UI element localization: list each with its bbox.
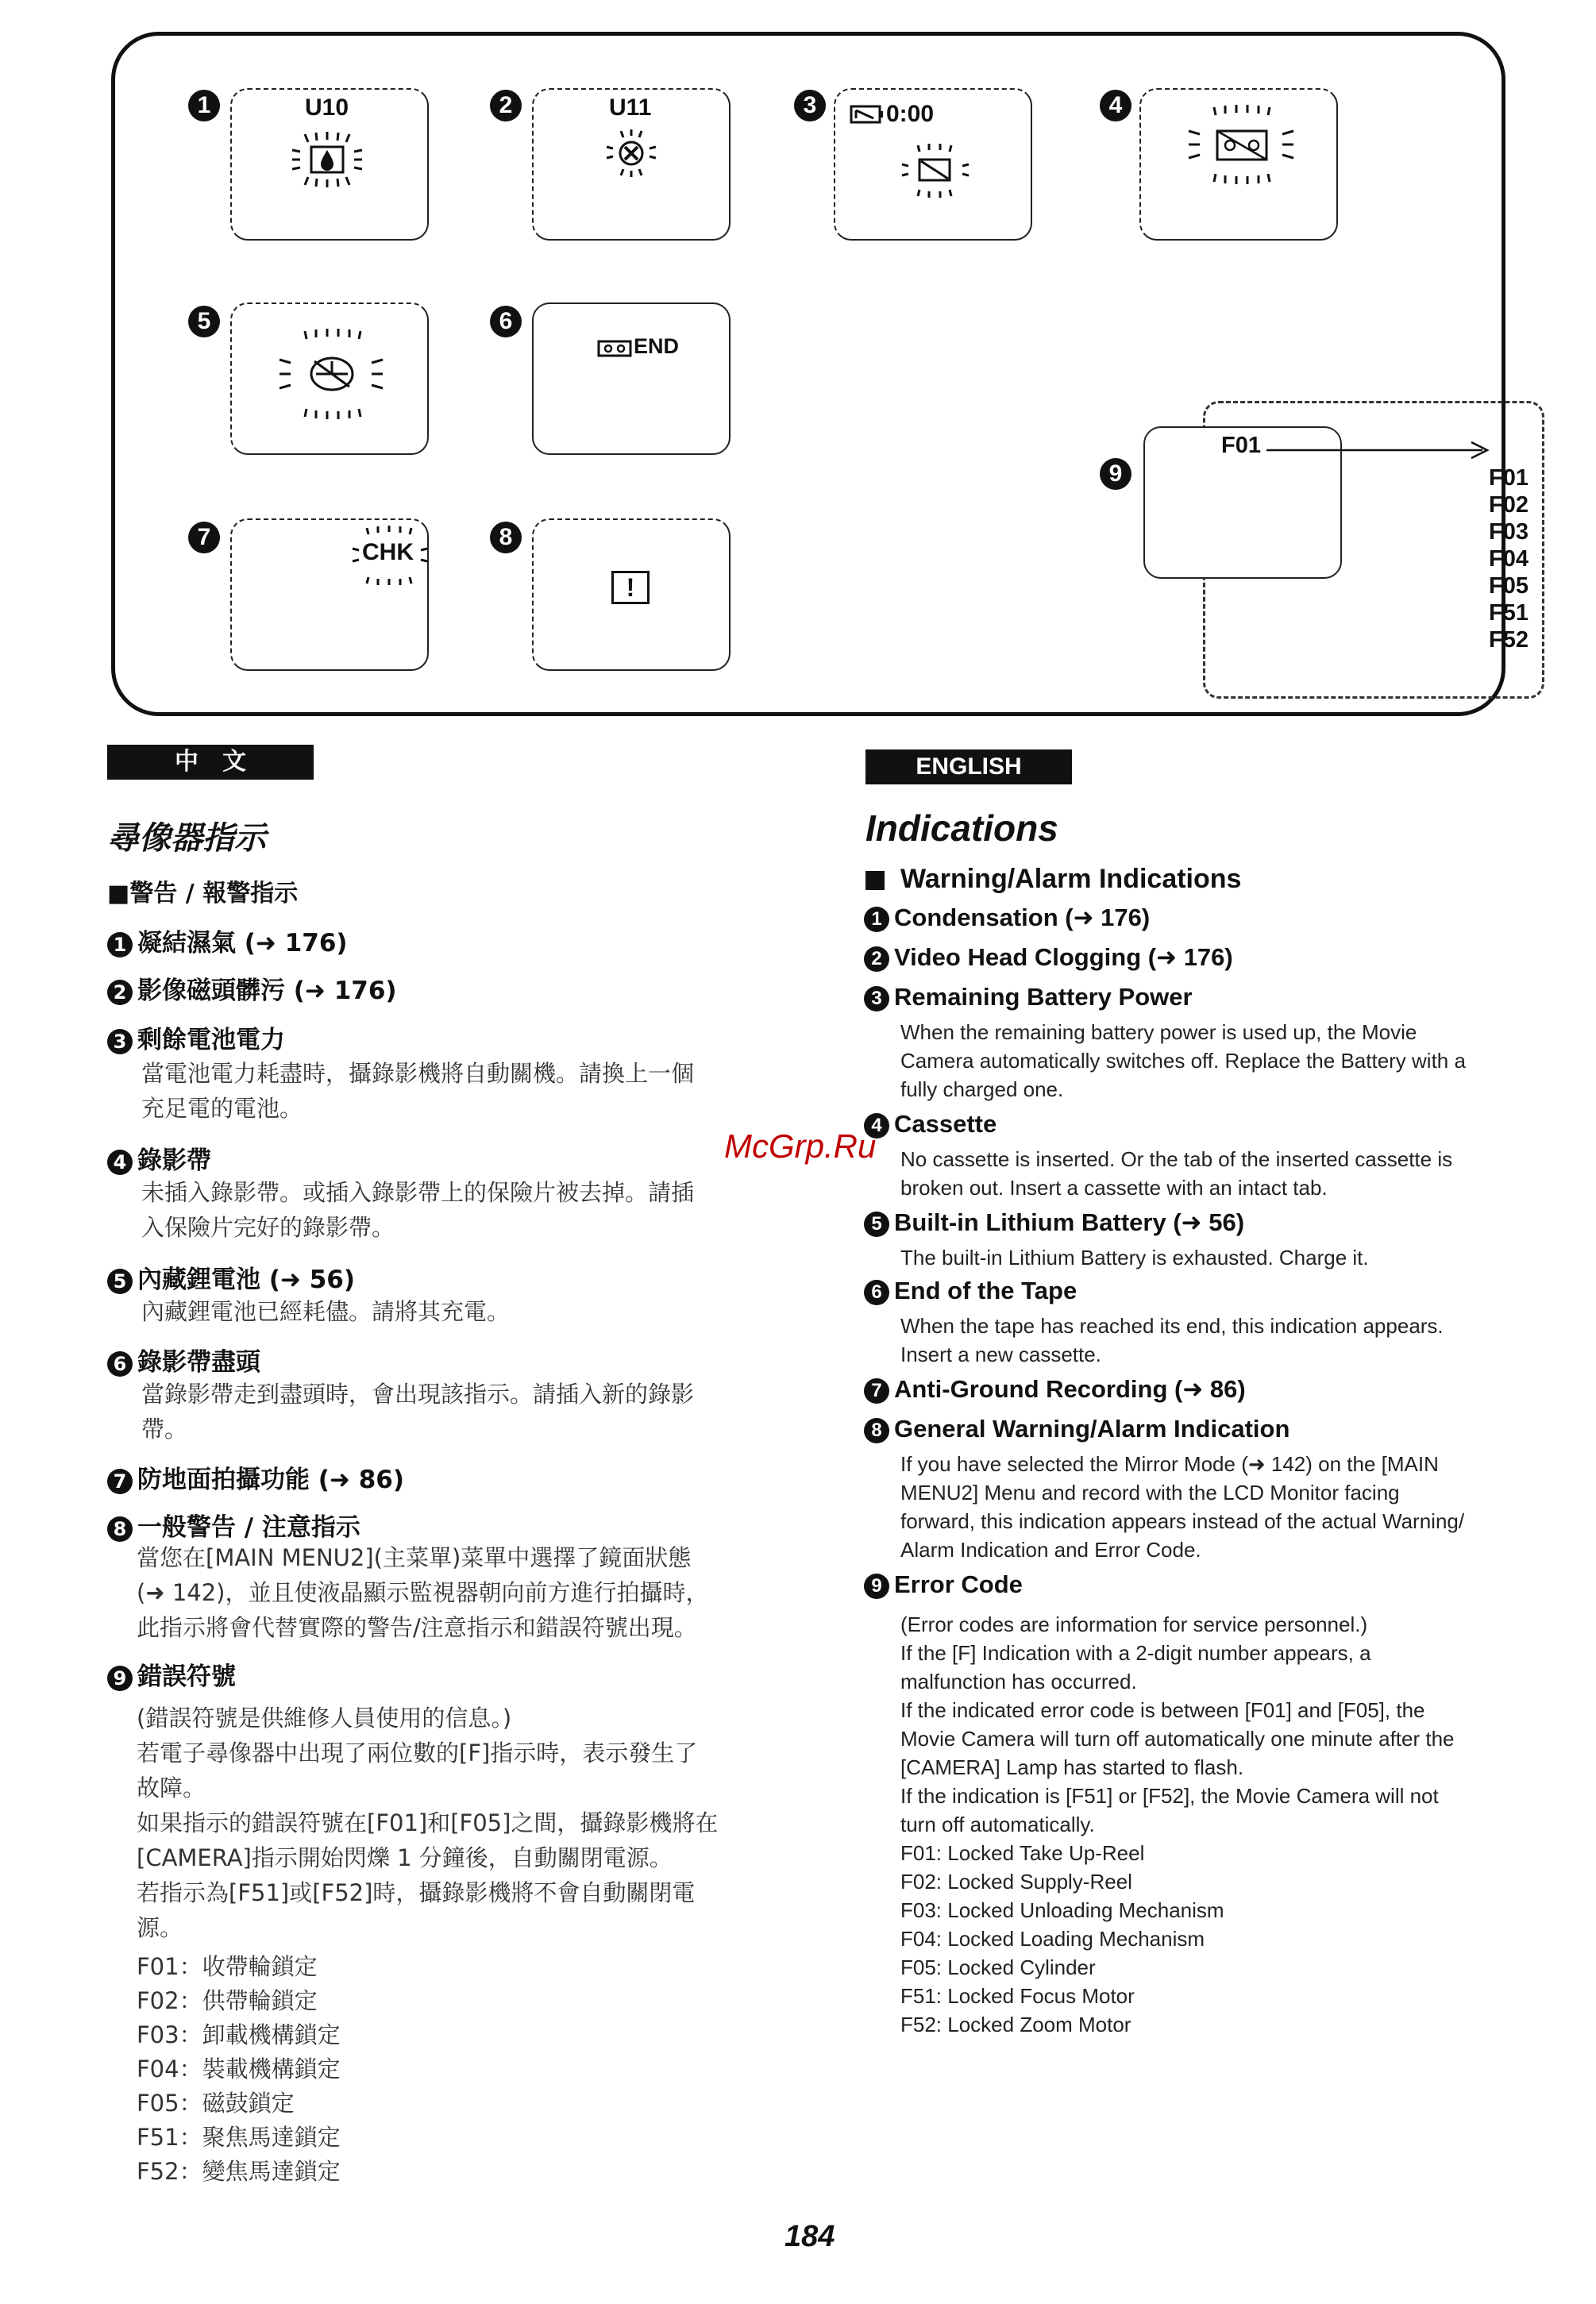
tape-end-icon (597, 339, 632, 358)
zh-item-4 (107, 1140, 211, 1176)
zh-body-line: 內藏鋰電池已經耗儘。請將其充電。 (141, 1298, 511, 1325)
error-code-item: F05 (1489, 573, 1529, 599)
en-heading-8: General Warning/Alarm Indication (894, 1415, 1290, 1443)
error-code-item: F52 (1489, 627, 1529, 653)
en-number-8: 8 (864, 1418, 889, 1443)
indication-figure-panel (111, 32, 1529, 716)
zh-code-line: F05：磁鼓鎖定 (137, 2090, 295, 2117)
callout-1: 1 (188, 90, 220, 121)
en-body-line: MENU2] Menu and record with the LCD Monitor facing (900, 1481, 1400, 1505)
en-heading-7: Anti-Ground Recording (➜ 86) (894, 1375, 1246, 1403)
en-item-1 (864, 903, 1150, 932)
en-body-line: If you have selected the Mirror Mode (➜ 142) on the [MAIN (900, 1452, 1439, 1476)
en-body-line: F04: Locked Loading Mechanism (900, 1927, 1205, 1951)
zh-number-2: 2 (107, 980, 133, 1005)
en-body-3 (900, 1018, 1528, 1104)
battery-flash-icon (897, 141, 973, 201)
zh-body-line: 帶。 (141, 1416, 188, 1443)
zh-code-line: F51：聚焦馬達鎖定 (137, 2124, 341, 2151)
en-body-line: When the tape has reached its end, this indication appears. (900, 1314, 1444, 1338)
screen-label-time: 0:00 (886, 101, 935, 127)
zh-body-line: 入保險片完好的錄影帶。 (141, 1214, 395, 1241)
en-number-6: 6 (864, 1280, 889, 1305)
zh-heading-8: 一般警告 / 注意指示 (137, 1513, 360, 1542)
en-body-4 (900, 1145, 1528, 1202)
battery-empty-icon (850, 104, 885, 125)
zh-subtitle: ■警告 / 報警指示 (107, 880, 299, 907)
en-body-5 (900, 1243, 1528, 1272)
zh-item-3 (107, 1019, 285, 1055)
en-item-7 (864, 1375, 1246, 1404)
zh-body-line: 當您在[MAIN MENU2](主菜單)菜單中選擇了鏡面狀態 (137, 1544, 692, 1571)
en-item-6 (864, 1277, 1077, 1305)
en-body-line: Movie Camera will turn off automatically one minute after the (900, 1727, 1455, 1751)
en-heading-5: Built-in Lithium Battery (➜ 56) (894, 1208, 1245, 1236)
en-heading-3: Remaining Battery Power (894, 983, 1193, 1011)
screen-label-u11: U11 (609, 94, 652, 121)
zh-body-line: 未插入錄影帶。或插入錄影帶上的保險片被去掉。請插 (141, 1179, 695, 1206)
screen-head-clog (532, 88, 731, 241)
en-number-9: 9 (864, 1574, 889, 1599)
zh-code-line: F03：卸載機構鎖定 (137, 2021, 341, 2048)
screen-condensation (230, 88, 429, 241)
error-code-item: F51 (1489, 600, 1529, 626)
zh-body-line: 故障。 (137, 1774, 206, 1801)
zh-item-2 (107, 970, 397, 1006)
zh-item-7 (107, 1459, 404, 1495)
square-bullet-icon (865, 871, 885, 890)
en-subtitle-text: Warning/Alarm Indications (900, 864, 1242, 894)
zh-code-line: F01：收帶輪鎖定 (137, 1953, 318, 1980)
zh-body-line: 當電池電力耗盡時，攝錄影機將自動關機。請換上一個 (141, 1060, 695, 1087)
zh-number-8: 8 (107, 1516, 133, 1542)
zh-code-line: F04：裝載機構鎖定 (137, 2055, 341, 2082)
zh-item-6 (107, 1342, 260, 1377)
warning-icon: ! (611, 571, 650, 604)
en-body-line: When the remaining battery power is used up, the Movie (900, 1020, 1417, 1044)
zh-body-line: (錯誤符號是供維修人員使用的信息。) (137, 1705, 512, 1732)
callout-4: 4 (1100, 90, 1131, 121)
en-body-line: [CAMERA] Lamp has started to flash. (900, 1755, 1244, 1779)
en-body-line: forward, this indication appears instead of the actual Warning/ (900, 1509, 1465, 1533)
screen-label-u10: U10 (305, 94, 349, 121)
cassette-icon (1181, 101, 1300, 188)
en-heading-1: Condensation (➜ 176) (894, 903, 1151, 931)
lithium-battery-icon (272, 323, 391, 426)
en-body-line: F03: Locked Unloading Mechanism (900, 1898, 1224, 1922)
zh-heading-6: 錄影帶盡頭 (137, 1348, 260, 1377)
en-number-4: 4 (864, 1113, 889, 1139)
en-body-line: If the indication is [F51] or [F52], the Movie Camera will not (900, 1784, 1439, 1808)
zh-heading-2: 影像磁頭髒污 (➜ 176) (137, 977, 397, 1005)
zh-heading-9: 錯誤符號 (137, 1663, 236, 1691)
screen-label-chk: CHK (362, 539, 414, 565)
screen-anti-ground (230, 518, 429, 671)
head-clog-icon (603, 128, 659, 179)
screen-battery (834, 88, 1032, 241)
en-body-line: Camera automatically switches off. Replace the Battery with a (900, 1049, 1466, 1073)
en-body-line: malfunction has occurred. (900, 1670, 1137, 1693)
callout-7: 7 (188, 522, 220, 553)
en-body-line: fully charged one. (900, 1077, 1064, 1101)
en-heading-6: End of the Tape (894, 1277, 1077, 1304)
en-number-2: 2 (864, 946, 889, 972)
screen-label-f01: F01 (1221, 433, 1261, 458)
zh-code-line: F52：變焦馬達鎖定 (137, 2158, 341, 2185)
zh-number-1: 1 (107, 932, 133, 957)
zh-body-4 (141, 1175, 694, 1245)
screen-cassette (1139, 88, 1338, 241)
zh-item-5 (107, 1259, 355, 1295)
screen-general-warning (532, 518, 731, 671)
callout-3: 3 (794, 90, 826, 121)
zh-heading-1: 凝結濕氣 (➜ 176) (137, 929, 348, 957)
callout-8: 8 (490, 522, 522, 553)
callout-9: 9 (1100, 458, 1131, 490)
zh-body-line: 如果指示的錯誤符號在[F01]和[F05]之間，攝錄影機將在 (137, 1809, 719, 1836)
en-body-line: F52: Locked Zoom Motor (900, 2013, 1131, 2036)
zh-body-9 (137, 1701, 718, 1945)
en-number-7: 7 (864, 1378, 889, 1404)
error-code-item: F01 (1489, 465, 1529, 491)
condensation-icon (289, 128, 368, 191)
en-body-9 (900, 1610, 1528, 2039)
zh-number-6: 6 (107, 1351, 133, 1377)
zh-number-7: 7 (107, 1469, 133, 1494)
en-number-3: 3 (864, 986, 889, 1011)
en-body-line: If the indicated error code is between [F01] and [F05], the (900, 1698, 1425, 1722)
zh-number-9: 9 (107, 1666, 133, 1691)
zh-page-title: 尋像器指示 (107, 820, 266, 857)
zh-code-line: F02：供帶輪鎖定 (137, 1987, 318, 2014)
page-number: 184 (785, 2220, 835, 2253)
zh-body-line: 若指示為[F51]或[F52]時，攝錄影機將不會自動關閉電 (137, 1879, 696, 1906)
zh-heading-5: 內藏鋰電池 (➜ 56) (137, 1266, 356, 1294)
zh-error-code-list (137, 1950, 341, 2189)
zh-body-line: (➜ 142)，並且使液晶顯示監視器朝向前方進行拍攝時， (137, 1579, 709, 1606)
callout-6: 6 (490, 306, 522, 337)
zh-heading-3: 剩餘電池電力 (137, 1026, 285, 1054)
zh-heading-4: 錄影帶 (137, 1146, 211, 1175)
en-number-1: 1 (864, 907, 889, 932)
en-item-5 (864, 1208, 1244, 1237)
zh-number-5: 5 (107, 1269, 133, 1294)
zh-body-line: [CAMERA]指示開始閃爍 1 分鐘後，自動關閉電源。 (137, 1844, 673, 1871)
screen-label-end: END (634, 334, 680, 358)
en-body-8 (900, 1450, 1528, 1564)
en-body-line: (Error codes are information for service personnel.) (900, 1612, 1368, 1636)
en-item-3 (864, 983, 1193, 1011)
callout-5: 5 (188, 306, 220, 337)
en-subtitle (865, 864, 1241, 895)
en-body-line: Insert a new cassette. (900, 1343, 1101, 1366)
en-body-6 (900, 1312, 1528, 1369)
zh-number-4: 4 (107, 1150, 133, 1175)
zh-body-line: 當錄影帶走到盡頭時，會出現該指示。請插入新的錄影 (141, 1381, 695, 1408)
watermark: McGrp.Ru (724, 1127, 877, 1165)
en-item-9 (864, 1570, 1023, 1599)
en-body-line: F01: Locked Take Up-Reel (900, 1841, 1145, 1865)
zh-body-line: 此指示將會代替實際的警告/注意指示和錯誤符號出現。 (137, 1614, 697, 1641)
section-english: ENGLISH (865, 749, 1072, 784)
screen-tape-end (532, 302, 731, 455)
zh-item-1 (107, 923, 348, 958)
en-heading-2: Video Head Clogging (➜ 176) (894, 943, 1233, 971)
error-code-list (1489, 464, 1529, 653)
zh-body-line: 充足電的電池。 (141, 1095, 303, 1122)
en-body-line: Alarm Indication and Error Code. (900, 1538, 1201, 1562)
en-heading-4: Cassette (894, 1110, 997, 1138)
error-code-item: F03 (1489, 519, 1529, 545)
zh-body-3 (141, 1056, 694, 1126)
en-page-title: Indications (865, 807, 1058, 849)
zh-body-line: 源。 (137, 1914, 183, 1941)
zh-item-8 (107, 1507, 360, 1543)
en-body-line: turn off automatically. (900, 1813, 1095, 1836)
zh-body-6 (141, 1377, 694, 1447)
error-code-item: F04 (1489, 546, 1529, 572)
section-chinese: 中 文 (107, 745, 314, 780)
zh-body-line: 若電子尋像器中出現了兩位數的[F]指示時，表示發生了 (137, 1740, 698, 1767)
zh-heading-7: 防地面拍攝功能 (➜ 86) (137, 1466, 405, 1494)
en-item-2 (864, 943, 1233, 972)
en-body-line: F51: Locked Focus Motor (900, 1984, 1135, 2008)
en-body-line: The built-in Lithium Battery is exhausted. Charge it. (900, 1246, 1369, 1270)
arrow-icon (1259, 439, 1497, 463)
zh-body-5 (141, 1294, 510, 1329)
callout-2: 2 (490, 90, 522, 121)
zh-item-9 (107, 1656, 236, 1692)
screen-lithium (230, 302, 429, 455)
en-heading-9: Error Code (894, 1570, 1023, 1598)
en-number-5: 5 (864, 1212, 889, 1237)
error-code-item: F02 (1489, 492, 1529, 518)
en-body-line: No cassette is inserted. Or the tab of the inserted cassette is (900, 1147, 1453, 1171)
en-body-line: F05: Locked Cylinder (900, 1955, 1096, 1979)
en-body-line: If the [F] Indication with a 2-digit number appears, a (900, 1641, 1371, 1665)
en-item-4 (864, 1110, 997, 1139)
zh-number-3: 3 (107, 1029, 133, 1054)
en-body-line: broken out. Insert a cassette with an intact tab. (900, 1176, 1328, 1200)
en-body-line: F02: Locked Supply-Reel (900, 1870, 1132, 1894)
zh-body-8 (137, 1540, 709, 1645)
en-item-8 (864, 1415, 1290, 1443)
